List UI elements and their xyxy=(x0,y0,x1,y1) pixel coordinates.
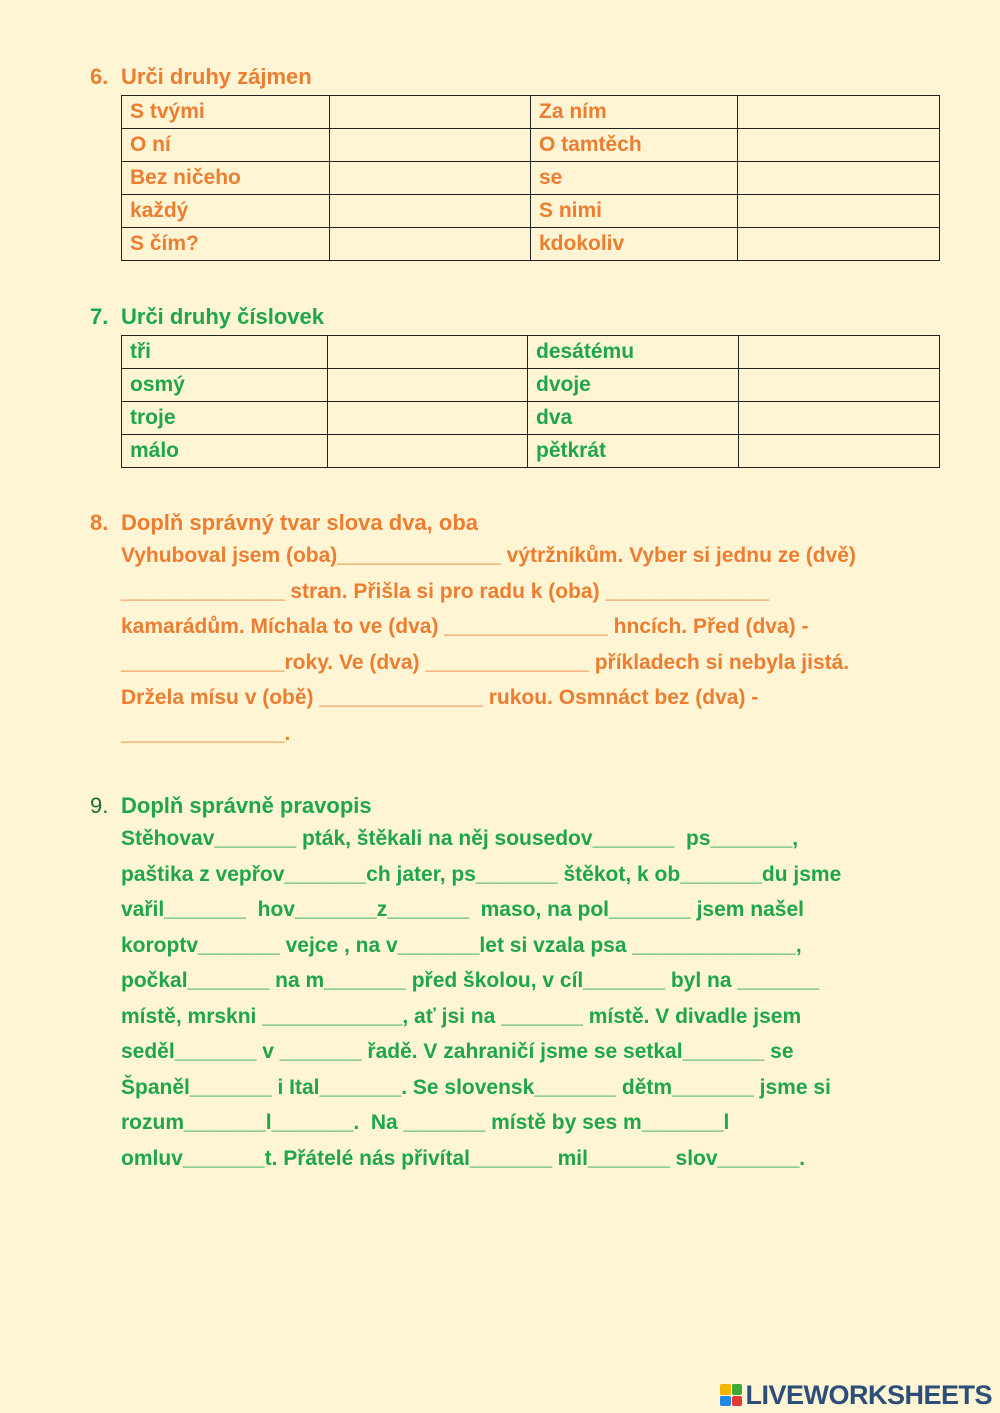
answer-cell[interactable] xyxy=(330,96,531,129)
task-9-title: Doplň správně pravopis xyxy=(121,793,372,818)
exercise-line: ______________. xyxy=(121,721,291,745)
answer-cell[interactable] xyxy=(328,369,528,402)
exercise-line: rozum_______l_______. Na _______ místě by ses m_______l xyxy=(121,1111,730,1134)
table-row xyxy=(122,336,940,369)
task-8-number: 8. xyxy=(90,510,109,535)
table-row xyxy=(122,369,940,402)
word-cell: troje xyxy=(122,402,328,435)
word-cell: S čím? xyxy=(122,228,330,261)
word-cell: dva xyxy=(528,402,739,435)
exercise-line: omluv_______t. Přátelé nás přivítal_______ mil_______ slov_______. xyxy=(121,1146,806,1170)
exercise-line: Vyhuboval jsem (oba)______________ výtržníkům. Vyber si jednu ze (dvě) xyxy=(121,544,856,567)
task-8-text xyxy=(121,538,950,751)
exercise-line: paštika z vepřov_______ch jater, ps_______ štěkot, k ob_______du jsme xyxy=(121,862,842,886)
word-cell: dvoje xyxy=(528,369,739,402)
answer-cell[interactable] xyxy=(328,336,528,369)
word-cell: Bez ničeho xyxy=(122,162,330,195)
answer-cell[interactable] xyxy=(739,402,940,435)
task-8 xyxy=(90,508,950,751)
table-row xyxy=(122,402,940,435)
table-row xyxy=(122,435,940,468)
task-8-heading xyxy=(90,508,950,538)
exercise-line: koroptv_______ vejce , na v_______let si vzala psa ______________, xyxy=(121,933,802,957)
exercise-line: seděl_______ v _______ řadě. V zahraničí jsme se setkal_______ se xyxy=(121,1040,794,1063)
word-cell: desátému xyxy=(528,336,739,369)
logo-icon xyxy=(720,1384,742,1406)
task-9-heading xyxy=(90,791,950,821)
answer-cell[interactable] xyxy=(739,369,940,402)
table-row xyxy=(122,162,940,195)
task-7-title: Urči druhy číslovek xyxy=(121,304,324,329)
answer-cell[interactable] xyxy=(739,336,940,369)
answer-cell[interactable] xyxy=(738,96,940,129)
task-6-heading xyxy=(90,62,950,92)
word-cell: osmý xyxy=(122,369,328,402)
answer-cell[interactable] xyxy=(330,162,531,195)
word-cell: každý xyxy=(122,195,330,228)
answer-cell[interactable] xyxy=(738,195,940,228)
table-row xyxy=(122,96,940,129)
word-cell: kdokoliv xyxy=(531,228,738,261)
task-6-title: Urči druhy zájmen xyxy=(121,64,312,89)
exercise-line: kamarádům. Míchala to ve (dva) ______________ hncích. Před (dva) - xyxy=(121,615,809,638)
exercise-line: počkal_______ na m_______ před školou, v cíl_______ byl na _______ xyxy=(121,969,820,992)
answer-cell[interactable] xyxy=(738,228,940,261)
task-7 xyxy=(90,302,950,468)
exercise-line: Držela mísu v (obě) ______________ rukou. Osmnáct bez (dva) - xyxy=(121,686,759,709)
word-cell: O tamtěch xyxy=(531,129,738,162)
task-6-number: 6. xyxy=(90,64,109,89)
word-cell: se xyxy=(531,162,738,195)
word-cell: S nimi xyxy=(531,195,738,228)
answer-cell[interactable] xyxy=(738,162,940,195)
word-cell: O ní xyxy=(122,129,330,162)
word-cell: S tvými xyxy=(122,96,330,129)
task-9-number: 9. xyxy=(90,793,109,818)
answer-cell[interactable] xyxy=(330,195,531,228)
liveworksheets-logo xyxy=(720,1381,992,1409)
numeral-table xyxy=(121,335,940,468)
exercise-line: Španěl_______ i Ital_______. Se slovensk_______ dětm_______ jsme si xyxy=(121,1075,831,1099)
table-row xyxy=(122,228,940,261)
answer-cell[interactable] xyxy=(328,435,528,468)
table-row xyxy=(122,129,940,162)
answer-cell[interactable] xyxy=(328,402,528,435)
answer-cell[interactable] xyxy=(330,129,531,162)
task-6 xyxy=(90,62,950,261)
answer-cell[interactable] xyxy=(738,129,940,162)
answer-cell[interactable] xyxy=(330,228,531,261)
task-9 xyxy=(90,791,950,1176)
exercise-line: Stěhovav_______ pták, štěkali na něj sousedov_______ ps_______, xyxy=(121,827,799,850)
task-7-heading xyxy=(90,302,950,332)
task-9-text xyxy=(121,821,950,1176)
exercise-line: ______________roky. Ve (dva) ______________ příkladech si nebyla jistá. xyxy=(121,650,850,674)
table-row xyxy=(122,195,940,228)
word-cell: pětkrát xyxy=(528,435,739,468)
task-7-number: 7. xyxy=(90,304,109,329)
word-cell: Za ním xyxy=(531,96,738,129)
pronoun-table xyxy=(121,95,940,261)
word-cell: tři xyxy=(122,336,328,369)
task-8-title: Doplň správný tvar slova dva, oba xyxy=(121,510,479,535)
word-cell: málo xyxy=(122,435,328,468)
exercise-line: místě, mrskni ____________, ať jsi na _______ místě. V divadle jsem xyxy=(121,1004,802,1028)
exercise-line: vařil_______ hov_______z_______ maso, na pol_______ jsem našel xyxy=(121,898,804,921)
answer-cell[interactable] xyxy=(739,435,940,468)
exercise-line: ______________ stran. Přišla si pro radu k (oba) ______________ xyxy=(121,579,769,603)
logo-text: LIVEWORKSHEETS xyxy=(745,1379,992,1410)
